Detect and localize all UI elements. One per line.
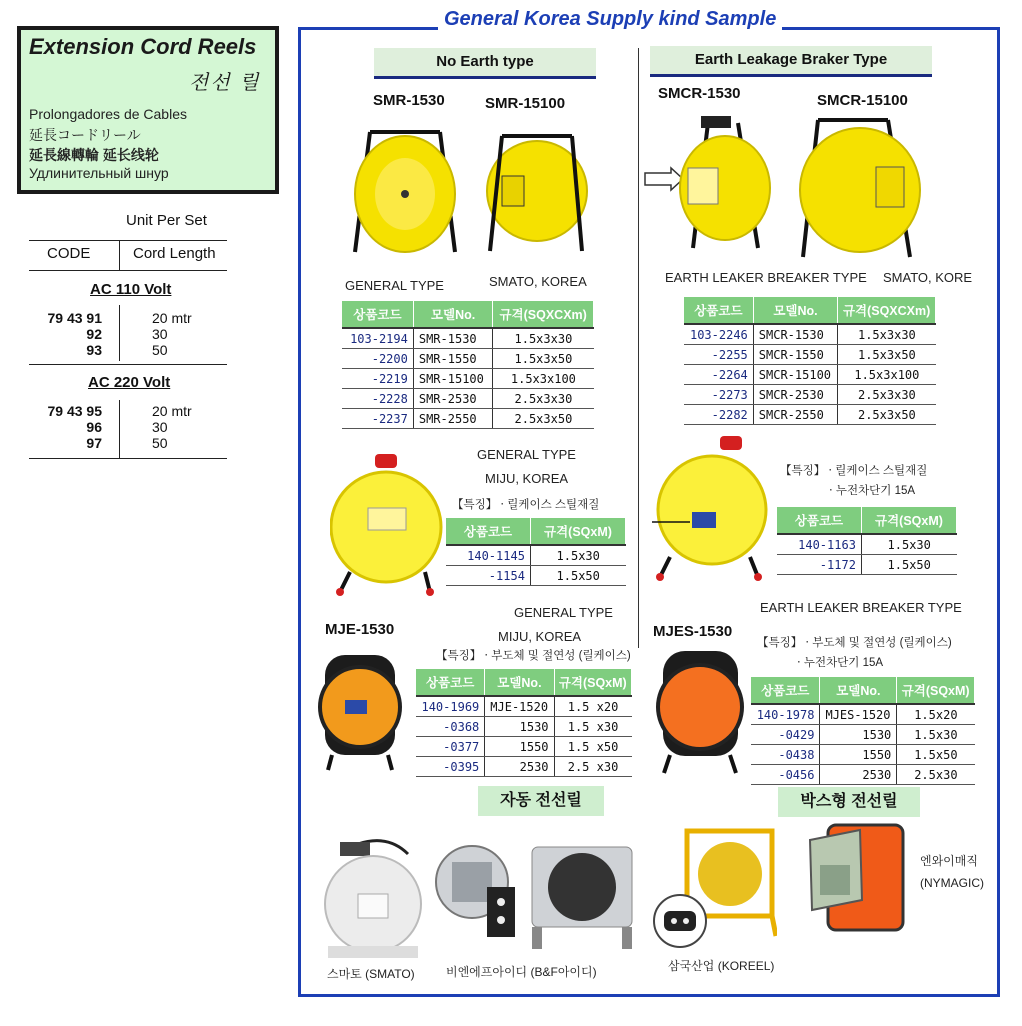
table-cell: -1154	[446, 566, 530, 586]
code-item: 97	[86, 435, 102, 451]
table-cell: 2.5x30	[897, 765, 975, 785]
caption-koreel: 삼국산업 (KOREEL)	[668, 959, 775, 973]
miju-earth-feature-2: ‧ 누전차단기 15A	[829, 485, 916, 497]
bf-auto-reel-image	[432, 832, 642, 957]
mjes-feature-2: ‧ 누전차단기 15A	[797, 657, 884, 669]
table-cell: SMR-15100	[413, 369, 492, 389]
table-header: 규격(SQxM)	[861, 507, 956, 534]
table-cell: SMR-2530	[413, 389, 492, 409]
table-header: 상품코드	[751, 677, 820, 704]
table-row	[751, 704, 975, 725]
table-row	[751, 725, 975, 745]
table-cell: -2255	[684, 345, 753, 365]
koreel-box-reel-image	[652, 826, 777, 956]
reel-miju-general-image	[330, 452, 445, 602]
earth-header: Earth Leakage Braker Type	[650, 46, 932, 77]
table-cell: -0438	[751, 745, 820, 765]
table-cell: 1.5 x30	[554, 717, 631, 737]
reel-smr-1530-image	[345, 112, 465, 262]
table-row	[416, 717, 632, 737]
table-cell: -2273	[684, 385, 753, 405]
table-cell: 1.5x3x30	[838, 324, 936, 345]
miju-type-label: GENERAL TYPE	[477, 447, 576, 462]
table-header: 규격(SQXCXm)	[493, 301, 594, 328]
table-cell: 2.5x3x50	[493, 409, 594, 429]
table-cell: -2219	[342, 369, 413, 389]
title-korean: 전선 릴	[189, 72, 261, 94]
mje-feature: 【특징】 ‧ 부도체 및 절연성 (릴케이스)	[436, 650, 631, 662]
no-earth-header: No Earth type	[374, 48, 596, 79]
table-header: 상품코드	[446, 518, 530, 545]
reel-mje-1530-image	[310, 645, 410, 775]
table-header: 상품코드	[416, 669, 485, 696]
title: Extension Cord Reels	[29, 34, 257, 59]
table-cell: -2264	[684, 365, 753, 385]
table-cell: 1.5x3x50	[493, 349, 594, 369]
table-row	[684, 385, 936, 405]
smr-table	[342, 301, 594, 429]
code-item: 92	[86, 326, 102, 342]
code-header: CODE	[47, 245, 91, 262]
table-cell: SMR-1550	[413, 349, 492, 369]
table-row	[751, 765, 975, 785]
model-mje-1530: MJE-1530	[325, 621, 395, 638]
code-item: 96	[86, 419, 102, 435]
table-cell: 1550	[485, 737, 554, 757]
length-list-110	[152, 310, 192, 358]
table-row	[342, 389, 594, 409]
table-cell: SMR-1530	[413, 328, 492, 349]
table-cell: 2.5x3x30	[838, 385, 936, 405]
table-cell: MJE-1520	[485, 696, 554, 717]
table-row	[751, 745, 975, 765]
mje-maker-label: MIJU, KOREA	[498, 629, 582, 644]
model-smr-15100: SMR-15100	[485, 95, 566, 112]
smr-type-label: GENERAL TYPE	[345, 278, 444, 293]
length-item: 30	[152, 326, 168, 342]
table-cell: 1.5x30	[530, 545, 625, 566]
length-item: 30	[152, 419, 168, 435]
table-cell: 1.5 x50	[554, 737, 631, 757]
divider	[29, 270, 227, 271]
smcr-table	[684, 297, 936, 425]
table-cell: 1.5x3x100	[493, 369, 594, 389]
table-header: 모델No.	[820, 677, 897, 704]
mjes-table	[751, 677, 975, 785]
mje-type-label: GENERAL TYPE	[514, 605, 613, 620]
table-header: 규격(SQXCXm)	[838, 297, 936, 324]
smato-auto-reel-image	[318, 834, 428, 964]
length-item: 20 mtr	[152, 403, 192, 419]
title-box	[17, 26, 279, 194]
length-item: 50	[152, 342, 168, 358]
model-smcr-1530: SMCR-1530	[658, 85, 741, 102]
mjes-type-label: EARTH LEAKER BREAKER TYPE	[760, 600, 962, 615]
table-row	[416, 696, 632, 717]
divider	[119, 400, 120, 458]
table-cell: -0377	[416, 737, 485, 757]
table-cell: 1.5x30	[861, 534, 956, 555]
table-header: 모델No.	[753, 297, 837, 324]
table-header: 규격(SQxM)	[897, 677, 975, 704]
table-cell: MJES-1520	[820, 704, 897, 725]
table-cell: 103-2246	[684, 324, 753, 345]
table-cell: 140-1978	[751, 704, 820, 725]
table-cell: 140-1969	[416, 696, 485, 717]
table-cell: 1530	[485, 717, 554, 737]
mjes-feature-1: 【특징】 ‧ 부도체 및 절연성 (릴케이스)	[757, 637, 952, 649]
auto-reel-label: 자동 전선릴	[478, 786, 604, 816]
divider	[29, 364, 227, 365]
table-header: 상품코드	[684, 297, 753, 324]
nymagic-box-reel-image	[800, 820, 910, 938]
code-list-110	[30, 310, 102, 358]
code-item: 79 43 91	[47, 310, 102, 326]
reel-smcr-15100-image	[798, 112, 928, 262]
table-cell: 1.5x3x30	[493, 328, 594, 349]
miju-earth-feature-1: 【특징】 ‧ 릴케이스 스틸재질	[780, 465, 928, 477]
table-cell: -0456	[751, 765, 820, 785]
table-cell: -0395	[416, 757, 485, 777]
model-mjes-1530: MJES-1530	[653, 623, 733, 640]
table-header: 규격(SQxM)	[554, 669, 631, 696]
table-cell: 1.5x30	[897, 725, 975, 745]
table-cell: SMCR-15100	[753, 365, 837, 385]
table-cell: -2282	[684, 405, 753, 425]
table-row	[342, 409, 594, 429]
table-header: 상품코드	[342, 301, 413, 328]
table-cell: 2.5x3x50	[838, 405, 936, 425]
subtitle-chinese: 延長線轉輪 延长线轮	[29, 147, 159, 163]
table-cell: 1.5x50	[861, 555, 956, 575]
subtitle-japanese: 延長コードリール	[29, 127, 141, 143]
code-item: 79 43 95	[47, 403, 102, 419]
divider	[119, 240, 120, 270]
table-cell: 1530	[820, 725, 897, 745]
table-cell: 140-1163	[777, 534, 861, 555]
table-cell: 1.5 x20	[554, 696, 631, 717]
volt-110-label: AC 110 Volt	[90, 281, 172, 298]
table-cell: 1.5x3x100	[838, 365, 936, 385]
subtitle-russian: Удлинительный шнур	[29, 165, 169, 181]
mje-table	[416, 669, 632, 777]
table-cell: 2.5x3x30	[493, 389, 594, 409]
box-reel-label: 박스형 전선릴	[778, 787, 920, 817]
length-item: 50	[152, 435, 168, 451]
reel-smcr-1530-image	[643, 108, 773, 258]
table-cell: 2.5 x30	[554, 757, 631, 777]
table-cell: SMCR-2530	[753, 385, 837, 405]
table-header: 상품코드	[777, 507, 861, 534]
table-cell: SMR-2550	[413, 409, 492, 429]
unit-per-set-label: Unit Per Set	[126, 212, 207, 229]
divider	[29, 240, 227, 241]
table-cell: SMCR-1550	[753, 345, 837, 365]
table-cell: 103-2194	[342, 328, 413, 349]
miju-feature: 【특징】 ‧ 릴케이스 스틸재질	[452, 499, 600, 511]
table-cell: 140-1145	[446, 545, 530, 566]
table-row	[446, 566, 626, 586]
model-smr-1530: SMR-1530	[373, 92, 445, 109]
caption-nymagic-en: (NYMAGIC)	[920, 876, 984, 890]
table-cell: SMCR-2550	[753, 405, 837, 425]
table-row	[777, 534, 957, 555]
table-header: 규격(SQxM)	[530, 518, 625, 545]
table-cell: -0429	[751, 725, 820, 745]
table-cell: SMCR-1530	[753, 324, 837, 345]
caption-bf: 비엔에프아이디 (B&F아이디)	[446, 965, 597, 979]
smr-maker-label: SMATO, KOREA	[489, 274, 587, 289]
table-cell: 2530	[820, 765, 897, 785]
smcr-maker-label: SMATO, KORE	[883, 270, 973, 285]
reel-miju-earth-image	[650, 432, 770, 582]
divider	[119, 305, 120, 361]
table-header: 모델No.	[413, 301, 492, 328]
code-list-220	[30, 403, 102, 451]
caption-smato: 스마토 (SMATO)	[327, 967, 415, 981]
table-cell: -2228	[342, 389, 413, 409]
miju-general-table	[446, 518, 626, 586]
table-row	[684, 365, 936, 385]
table-row	[342, 349, 594, 369]
length-item: 20 mtr	[152, 310, 192, 326]
frame-title: General Korea Supply kind Sample	[438, 8, 782, 31]
table-cell: -0368	[416, 717, 485, 737]
subtitle-spanish: Prolongadores de Cables	[29, 106, 187, 122]
table-cell: -2237	[342, 409, 413, 429]
table-row	[684, 345, 936, 365]
cord-length-header: Cord Length	[133, 245, 216, 262]
table-cell: -2200	[342, 349, 413, 369]
miju-earth-table	[777, 507, 957, 575]
column-divider	[638, 48, 639, 648]
table-cell: 1550	[820, 745, 897, 765]
table-row	[342, 369, 594, 389]
volt-220-label: AC 220 Volt	[88, 374, 171, 391]
table-header: 모델No.	[485, 669, 554, 696]
reel-smr-15100-image	[482, 126, 592, 256]
table-row	[416, 757, 632, 777]
table-row	[684, 405, 936, 425]
table-cell: 1.5x20	[897, 704, 975, 725]
smcr-type-label: EARTH LEAKER BREAKER TYPE	[665, 270, 867, 285]
miju-maker-label: MIJU, KOREA	[485, 471, 569, 486]
table-row	[777, 555, 957, 575]
table-row	[684, 324, 936, 345]
caption-nymagic-kr: 엔와이매직	[920, 854, 978, 868]
table-row	[342, 328, 594, 349]
divider	[29, 458, 227, 459]
reel-mjes-1530-image	[648, 645, 753, 780]
table-cell: 1.5x50	[897, 745, 975, 765]
table-cell: 1.5x3x50	[838, 345, 936, 365]
length-list-220	[152, 403, 192, 451]
table-row	[446, 545, 626, 566]
table-row	[416, 737, 632, 757]
table-cell: -1172	[777, 555, 861, 575]
table-cell: 1.5x50	[530, 566, 625, 586]
model-smcr-15100: SMCR-15100	[817, 92, 908, 109]
table-cell: 2530	[485, 757, 554, 777]
code-item: 93	[86, 342, 102, 358]
